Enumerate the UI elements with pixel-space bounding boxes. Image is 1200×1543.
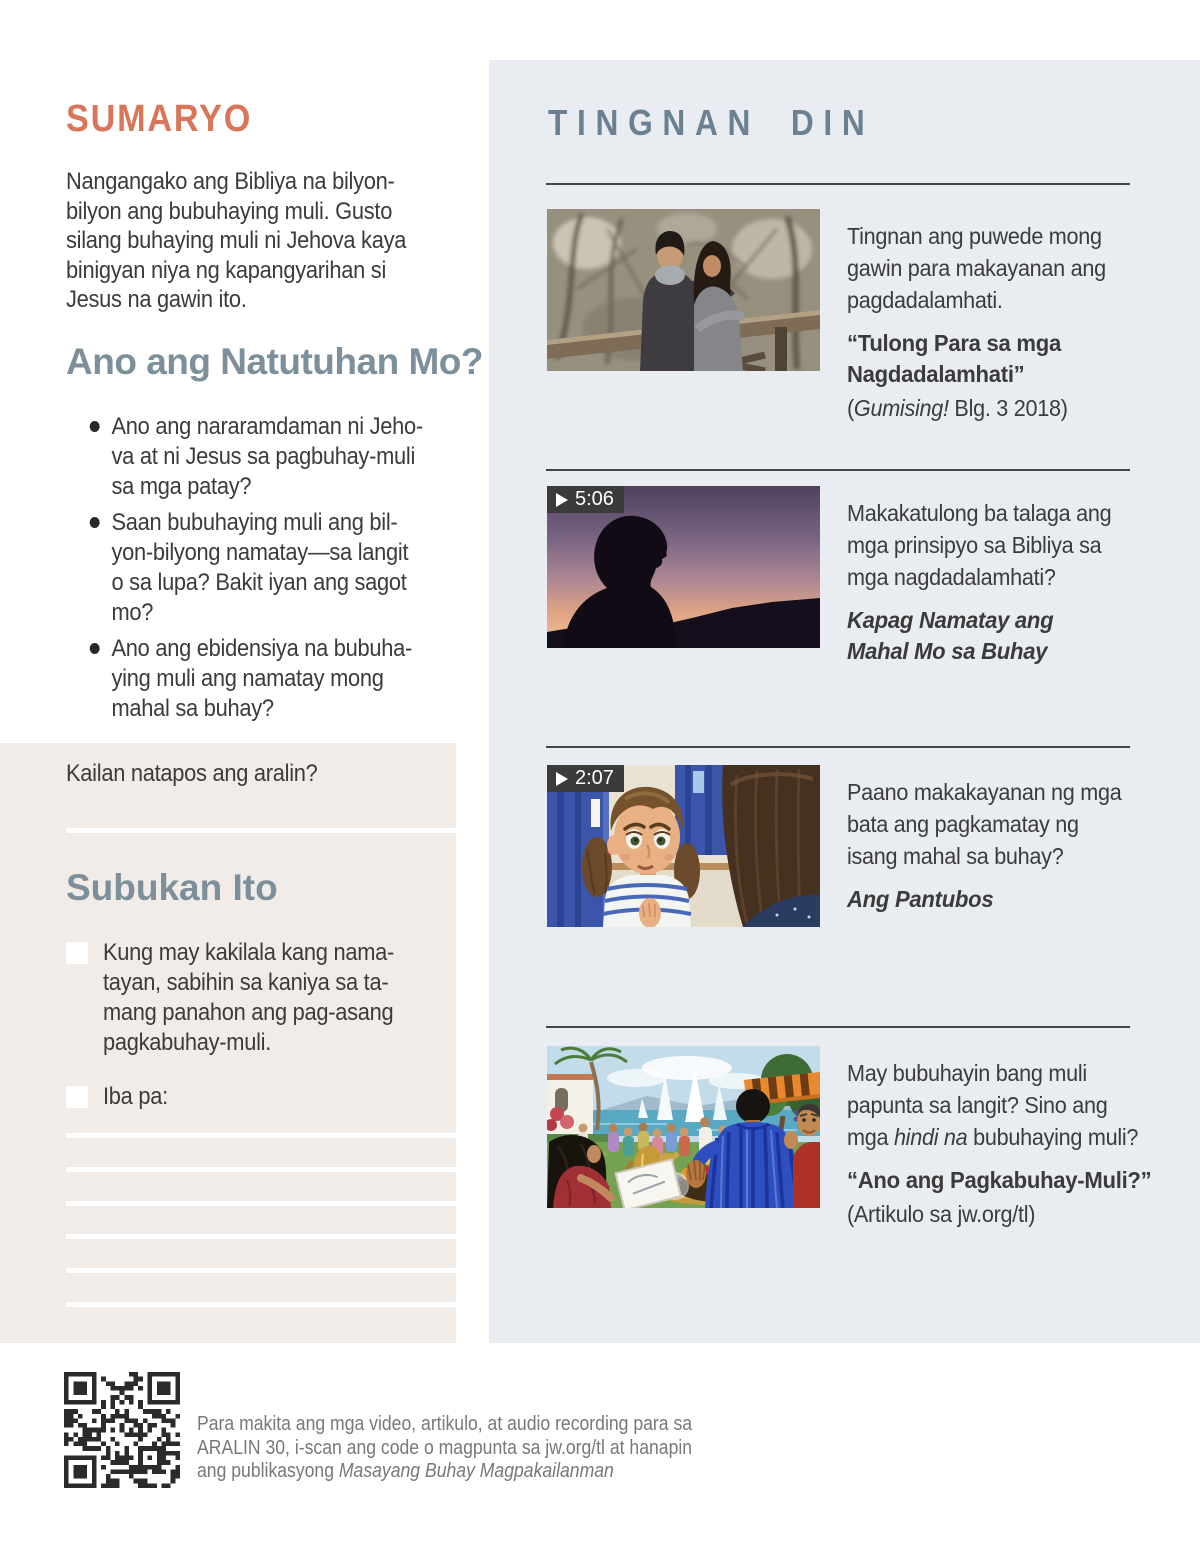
item-title[interactable]: “Tulong Para sa mga Nagdadalamhati”: [847, 330, 1061, 387]
see-also-heading: TINGNAN DIN: [548, 102, 875, 143]
divider: [546, 746, 1130, 748]
video-cartoon-girl[interactable]: [547, 765, 820, 927]
qr-code: [64, 1372, 180, 1488]
writing-line[interactable]: [66, 1302, 456, 1307]
see-also-item-text: [847, 497, 1157, 667]
review-question: Ano ang nararamdaman ni Jeho- va at ni Jesus sa pagbuhay-muli sa mga patay?: [66, 412, 457, 502]
video-duration: 5:06: [575, 488, 614, 510]
completion-question: Kailan natapos ang aralin?: [66, 760, 318, 787]
footer-note-lines: Para makita ang mga video, artikulo, at audio recording para sa ARALIN 30, i-scan ang code o magpunta sa jw.org/tl at hanapin: [197, 1413, 693, 1459]
item-description: [847, 1057, 1157, 1153]
answer-line[interactable]: [66, 828, 456, 833]
summary-text: Nangangako ang Bibliya na bilyon- bilyon ang bubuhaying muli. Gusto silang buhaying muli ni Jehova kaya binigyan niya ng kapangyarihan si Jesus na gawin ito.: [66, 168, 407, 313]
summary-heading: SUMARYO: [66, 98, 253, 140]
worksheet-panel: [0, 743, 456, 1343]
item-title[interactable]: Ang Pantubos: [847, 886, 994, 912]
video-duration: 2:07: [575, 767, 614, 789]
photo-grieving-couple: [547, 209, 820, 371]
video-sunset-silhouette[interactable]: [547, 486, 820, 648]
footer-note: [197, 1413, 692, 1484]
writing-line[interactable]: [66, 1201, 456, 1206]
questions-heading: Ano ang Natutuhan Mo?: [66, 341, 483, 382]
item-source: (Gumising! Blg. 3 2018): [847, 395, 1068, 421]
painting-paradise-welcome-art: [547, 1046, 820, 1208]
item-title[interactable]: Kapag Namatay ang Mahal Mo sa Buhay: [847, 607, 1054, 664]
writing-line[interactable]: [66, 1133, 456, 1138]
task-text: Iba pa:: [103, 1083, 168, 1110]
writing-line[interactable]: [66, 1268, 456, 1273]
item-description-lines: May bubuhayin bang muli papunta sa langit? Sino ang: [847, 1060, 1108, 1118]
see-also-item-text: [847, 220, 1157, 423]
item-description: Tingnan ang puwede mong gawin para makayanan ang pagdadalamhati.: [847, 223, 1106, 313]
writing-line[interactable]: [66, 1167, 456, 1172]
see-also-item-text: [847, 1057, 1157, 1229]
play-icon: [556, 772, 568, 786]
see-also-panel: [489, 60, 1200, 1343]
photo-grieving-couple-art: [547, 209, 820, 371]
item-description: Paano makakayanan ng mga bata ang pagkamatay ng isang mahal sa buhay?: [847, 779, 1122, 869]
divider: [546, 1026, 1130, 1028]
divider: [546, 183, 1130, 185]
divider: [546, 469, 1130, 471]
review-question: Ano ang ebidensiya na bubuha- ying muli ang namatay mong mahal sa buhay?: [66, 634, 457, 724]
item-description-last-line: mga hindi na bubuhaying muli?: [847, 1124, 1139, 1150]
writing-line[interactable]: [66, 1234, 456, 1239]
item-description: Makakatulong ba talaga ang mga prinsipyo sa Bibliya sa mga nagdadalamhati?: [847, 500, 1112, 590]
task-text: Kung may kakilala kang nama- tayan, sabihin sa kaniya sa ta- mang panahon ang pag-asang pagkabuhay-muli.: [103, 939, 395, 1056]
item-title[interactable]: “Ano ang Pagkabuhay-Muli?”: [847, 1167, 1152, 1193]
see-also-item-text: [847, 776, 1157, 915]
video-duration-badge: [547, 486, 624, 513]
try-this-heading: Subukan Ito: [66, 867, 278, 908]
task-checkbox[interactable]: [66, 1086, 88, 1108]
review-question: Saan bubuhaying muli ang bil- yon-bilyong namatay—sa langit o sa lupa? Bakit iyan ang sagot mo?: [66, 508, 457, 628]
footer-note-last-line: ang publikasyong Masayang Buhay Magpakailanman: [197, 1460, 614, 1482]
review-questions-list: [66, 412, 457, 730]
play-icon: [556, 493, 568, 507]
item-source: (Artikulo sa jw.org/tl): [847, 1201, 1036, 1227]
video-duration-badge: [547, 765, 624, 792]
task-checkbox[interactable]: [66, 942, 88, 964]
painting-paradise-welcome: [547, 1046, 820, 1208]
